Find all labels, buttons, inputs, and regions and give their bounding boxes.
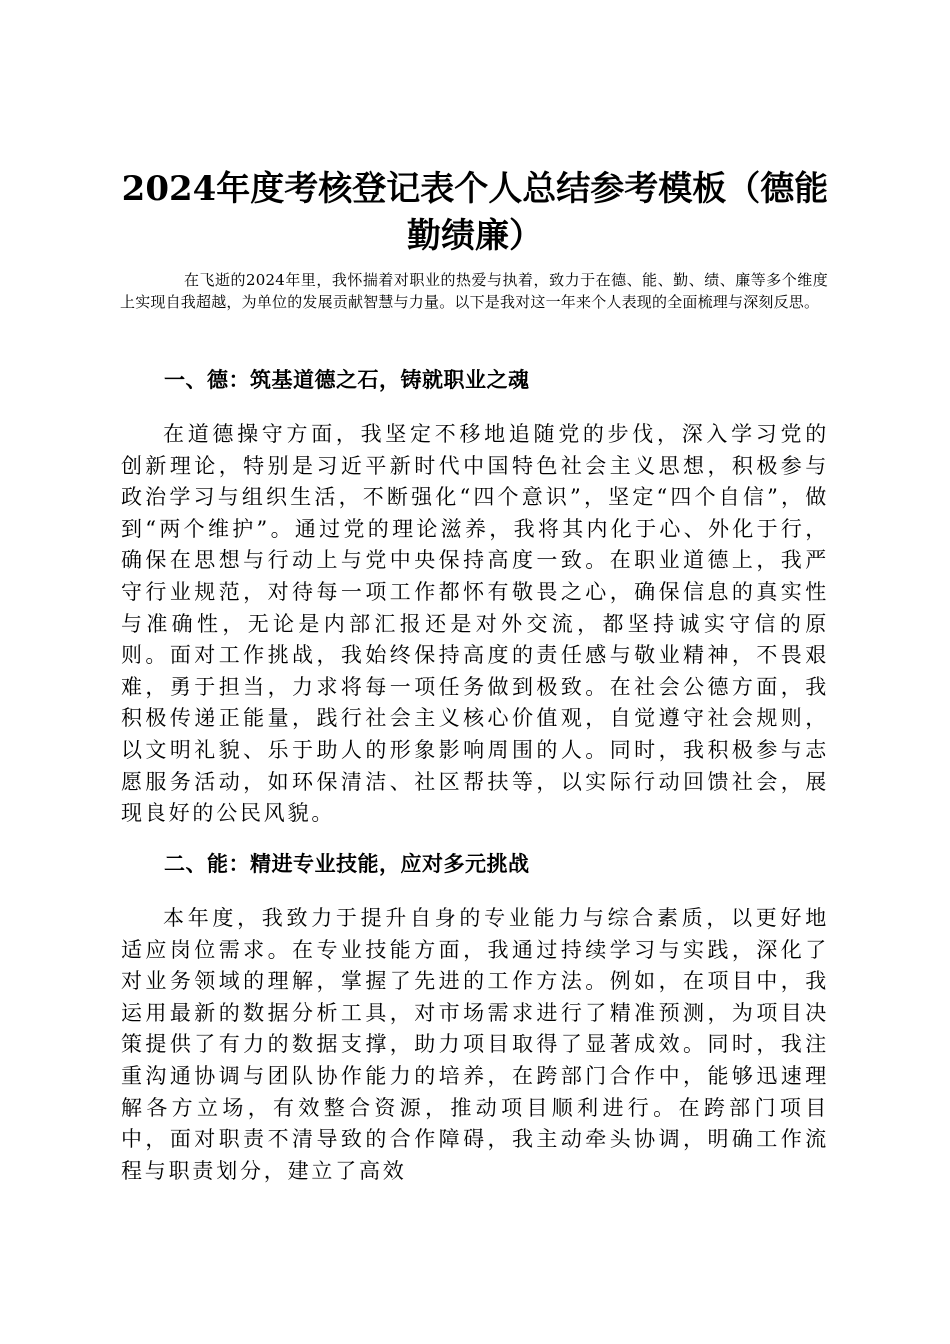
- section-heading-neng: 二、能：精进专业技能，应对多元挑战: [164, 851, 530, 876]
- section-body-neng: 本年度，我致力于提升自身的专业能力与综合素质，以更好地适应岗位需求。在专业技能方面，我通过持续学习与实践，深化了对业务领域的理解，掌握了先进的工作方法。例如，在项目中，我运用最新的数据分析工具，对市场需求进行了精准预测，为项目决策提供了有力的数据支撑，助力项目取得了显著成效。同时，我注重沟通协调与团队协作能力的培养，在跨部门合作中，能够迅速理解各方立场，有效整合资源，推动项目顺利进行。在跨部门项目中，面对职责不清导致的合作障碍，我主动牵头协调，明确工作流程与职责划分，建立了高效: [121, 906, 829, 1183]
- section-heading-de: 一、德：筑基道德之石，铸就职业之魂: [164, 367, 530, 392]
- section-body-de: 在道德操守方面，我坚定不移地追随党的步伐，深入学习党的创新理论，特别是习近平新时代中国特色社会主义思想，积极参与政治学习与组织生活，不断强化“四个意识”，坚定“四个自信”，做到“两个维护”。通过党的理论滋养，我将其内化于心、外化于行，确保在思想与行动上与党中央保持高度一致。在职业道德上，我严守行业规范，对待每一项工作都怀有敬畏之心，确保信息的真实性与准确性，无论是内部汇报还是对外交流，都坚持诚实守信的原则。面对工作挑战，我始终保持高度的责任感与敬业精神，不畏艰难，勇于担当，力求将每一项任务做到极致。在社会公德方面，我积极传递正能量，践行社会主义核心价值观，自觉遵守社会规则，以文明礼貌、乐于助人的形象影响周围的人。同时，我积极参与志愿服务活动，如环保清洁、社区帮扶等，以实际行动回馈社会，展现良好的公民风貌。: [121, 422, 829, 826]
- intro-paragraph: 在飞逝的2024年里，我怀揣着对职业的热爱与执着，致力于在德、能、勤、绩、廉等多个维度上实现自我超越，为单位的发展贡献智慧与力量。以下是我对这一年来个人表现的全面梳理与深刻反思。: [120, 271, 828, 311]
- document-title: 2024年度考核登记表个人总结参考模板（德能勤绩廉）: [121, 169, 829, 256]
